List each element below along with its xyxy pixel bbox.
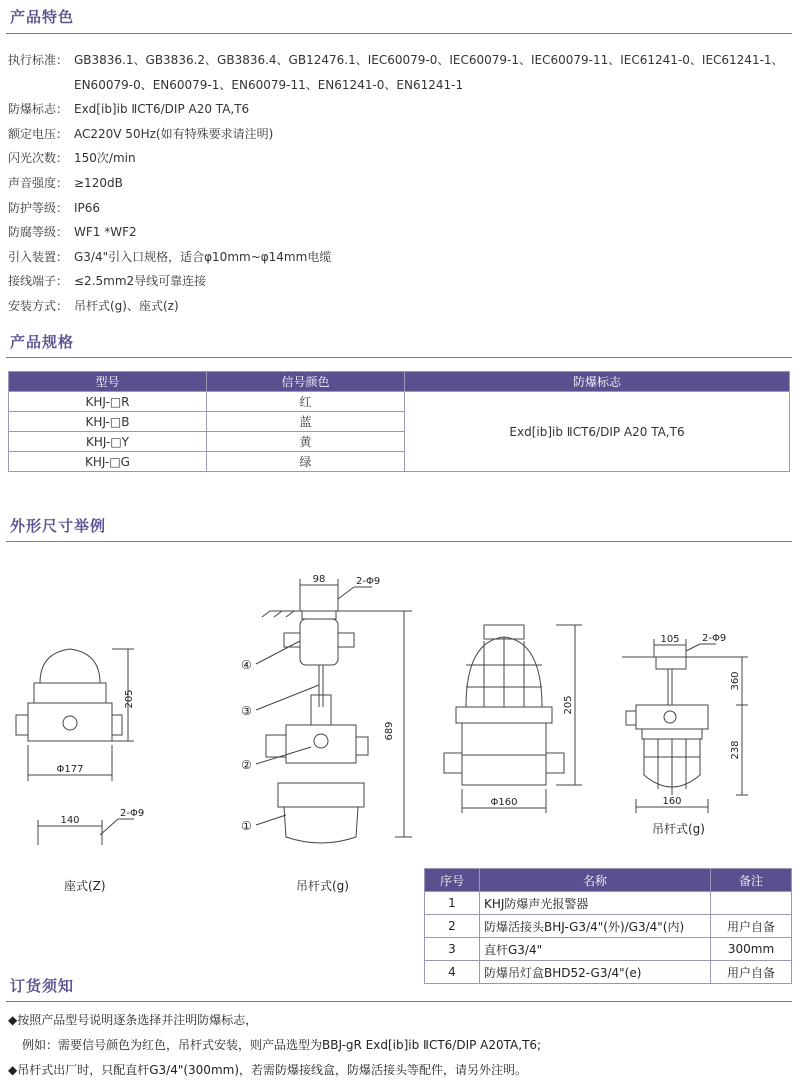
feature-value: WF1 *WF2 [74,225,137,240]
dim-seat-hole-spacing: 140 [60,815,80,826]
feature-list [8,48,790,319]
feature-label: 声音强度： [8,175,69,190]
feature-row [8,294,790,319]
callout-1: ① [241,819,252,833]
part-name: 防爆吊灯盒BHD52-G3/4"(e) [480,961,711,984]
dim-pendant2-lower: 238 [730,740,741,760]
model-cell: KHJ-□Y [9,432,207,452]
dim-pendant-total: 689 [384,721,395,741]
ordering-note: ◆吊杆式出厂时，只配直杆G3/4"(300mm)，若需防爆接线盒，防爆活接头等配件，请另外注明。 [8,1063,528,1077]
caption-pendant: 吊杆式(g) [296,879,349,893]
feature-value: 150次/min [74,151,136,166]
color-cell: 绿 [207,452,405,472]
feature-value: Exd[ib]ib ⅡCT6/DIP A20 TA,T6 [74,102,250,117]
feature-row [8,48,790,97]
part-name: 直杆G3/4" [480,938,711,961]
dim-seat-height: 205 [124,689,135,709]
color-cell: 黄 [207,432,405,452]
part-note: 300mm [711,938,792,961]
table-header-row [9,372,790,392]
feature-row [8,245,790,270]
feature-row [8,220,790,245]
feature-value: G3/4"引入口规格，适合φ10mm~φ14mm电缆 [74,249,332,264]
dim-front-height: 205 [563,695,574,715]
feature-label: 闪光次数： [8,151,69,166]
color-cell: 红 [207,392,405,412]
front-view-drawing [444,625,582,813]
caption-pendant-2: 吊杆式(g) [652,822,705,836]
callout-3: ③ [241,704,252,718]
part-name: KHJ防爆声光报警器 [480,892,711,915]
pendant-type-2-drawing [622,639,748,813]
feature-row [8,269,790,294]
section-title-dimensions: 外形尺寸举例 [10,517,107,535]
part-name: 防爆活接头BHJ-G3/4"(外)/G3/4"(内) [480,915,711,938]
dim-pendant-holes: 2-Φ9 [356,576,381,587]
caption-seat: 座式(Z) [64,879,106,893]
table-row [425,938,792,961]
table-header: 信号颜色 [207,372,405,392]
parts-table [424,868,792,984]
feature-row [8,196,790,221]
feature-value: 吊杆式(g)、座式(z) [74,298,179,313]
dim-pendant2-holes: 2-Φ9 [702,633,727,644]
divider [6,1001,792,1002]
ordering-notes [8,1008,794,1083]
dim-pendant2-width: 160 [662,796,682,807]
divider [6,541,792,542]
dim-front-diameter: Φ160 [490,797,518,808]
model-cell: KHJ-□B [9,412,207,432]
model-cell: KHJ-□G [9,452,207,472]
part-no: 3 [425,938,480,961]
dim-seat-diameter: Φ177 [56,764,84,775]
ordering-note: ◆按照产品型号说明逐条选择并注明防爆标志， [8,1013,258,1027]
feature-value: GB3836.1、GB3836.2、GB3836.4、GB12476.1、IEC60079-0、IEC60079-1、IEC60079-11、IEC61241-0、IEC61241-1、EN60079-0、EN60079-1、EN60079-11、EN61241-0、EN61241-1 [74,53,784,92]
divider [6,357,792,358]
ordering-note: 例如：需要信号颜色为红色，吊杆式安装，则产品选型为BBJ-gR Exd[ib]ib ⅡCT6/DIP A20TA,T6; [22,1038,542,1052]
dim-seat-holes: 2-Φ9 [120,808,145,819]
table-header-row [425,869,792,892]
feature-row [8,122,790,147]
section-title-ordering: 订货须知 [10,977,75,995]
feature-label: 引入装置： [8,249,69,264]
color-cell: 蓝 [207,412,405,432]
table-header: 型号 [9,372,207,392]
feature-label: 执行标准： [8,53,69,67]
part-no: 4 [425,961,480,984]
table-row [9,392,790,412]
table-row [425,892,792,915]
feature-value: ≥120dB [74,175,123,190]
feature-row [8,97,790,122]
table-header: 序号 [425,869,480,892]
part-note: 用户自备 [711,915,792,938]
table-header: 名称 [480,869,711,892]
divider [6,33,792,34]
table-header: 防爆标志 [405,372,790,392]
feature-value: AC220V 50Hz(如有特殊要求请注明) [74,126,274,141]
feature-row [8,171,790,196]
feature-value: IP66 [74,200,101,215]
feature-value: ≤2.5mm2导线可靠连接 [74,274,207,289]
part-note: 用户自备 [711,961,792,984]
feature-label: 防护等级： [8,200,69,215]
table-row [425,915,792,938]
dim-pendant-spacing: 98 [312,574,326,585]
feature-label: 防爆标志： [8,102,69,117]
feature-label: 额定电压： [8,126,69,141]
dim-pendant2-spacing: 105 [660,634,680,645]
feature-label: 安装方式： [8,298,69,313]
section-title-features: 产品特色 [10,8,75,26]
section-title-specs: 产品规格 [10,333,75,351]
table-header: 备注 [711,869,792,892]
marking-cell: Exd[ib]ib ⅡCT6/DIP A20 TA,T6 [405,392,790,472]
feature-label: 接线端子： [8,274,69,289]
callout-2: ② [241,758,252,772]
dim-pendant2-upper: 360 [730,671,741,691]
feature-label: 防腐等级： [8,225,69,240]
model-cell: KHJ-□R [9,392,207,412]
pendant-type-drawing [256,579,412,843]
table-row [425,961,792,984]
part-no: 2 [425,915,480,938]
spec-table [8,371,790,472]
part-note [711,892,792,915]
feature-row [8,146,790,171]
part-no: 1 [425,892,480,915]
callout-4: ④ [241,658,252,672]
